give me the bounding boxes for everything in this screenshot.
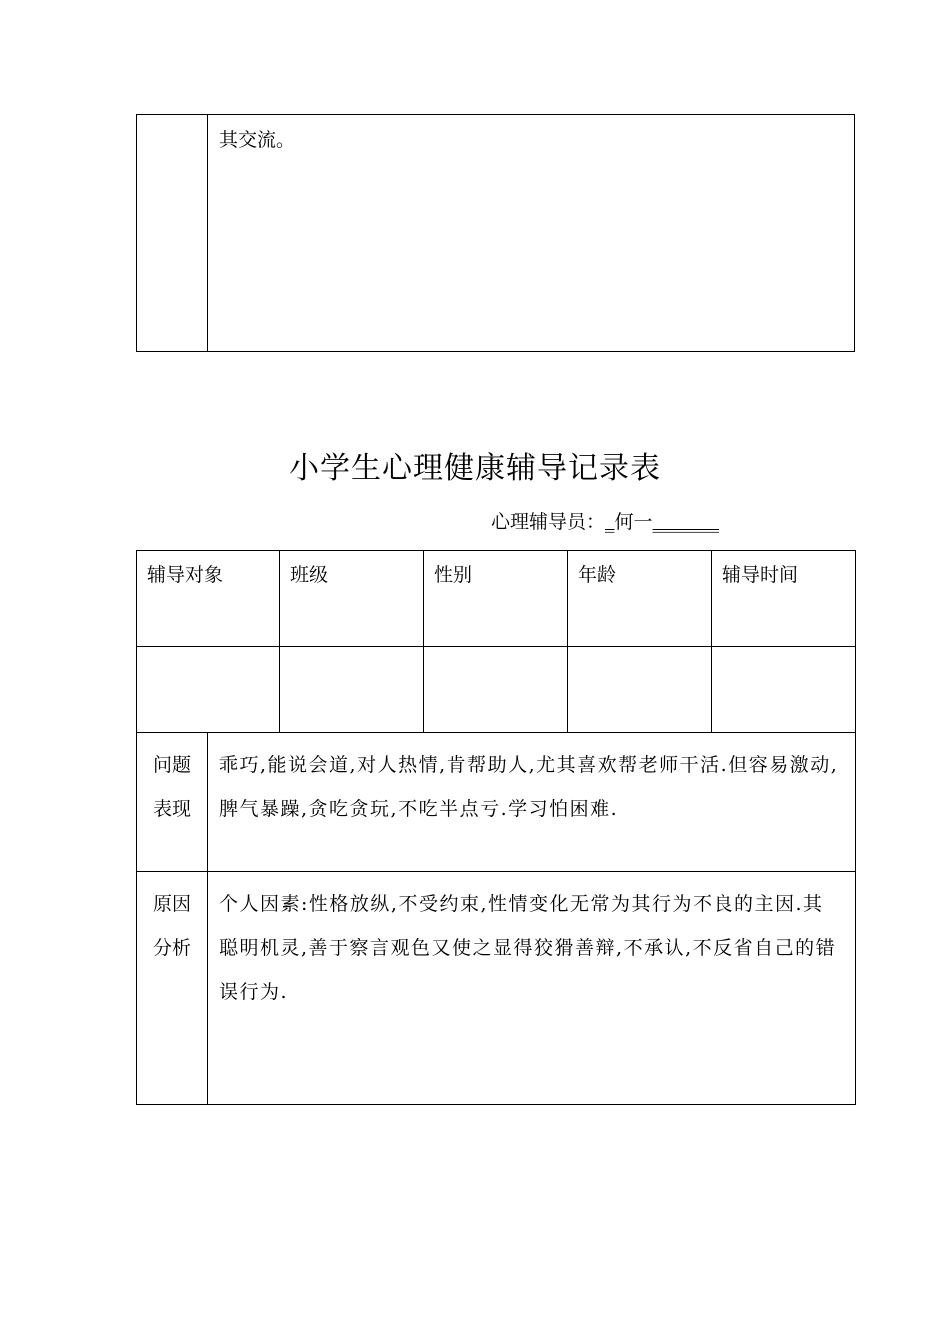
counselor-label: 心理辅导员： [491,511,606,533]
cause-label-cell [137,872,208,1105]
continuation-table [136,114,855,352]
problem-row [137,733,856,872]
cause-label-line2: 分析 [152,937,191,959]
value-row [137,647,856,733]
header-cell-gender: 性别 [424,551,568,647]
cause-label-line1: 原因 [152,893,191,915]
continuation-text: 其交流。 [219,129,296,151]
page-title: 小学生心理健康辅导记录表 [289,451,661,486]
value-cell-subject [137,647,280,733]
counselor-line [491,507,719,534]
counselor-blank-prefix: _ [605,511,615,533]
header-row [137,551,856,647]
header-cell-class: 班级 [280,551,424,647]
cause-text: 个人因素:性格放纵,不受约束,性情变化无常为其行为不良的主因.其聪明机灵,善于察言观色又使之显得狡猾善辩,不承认,不反省自己的错误行为. [208,872,856,1105]
problem-label-line2: 表现 [152,798,191,820]
cause-row [137,872,856,1105]
header-cell-age: 年龄 [568,551,712,647]
value-cell-class [280,647,424,733]
value-cell-time [712,647,856,733]
problem-text: 乖巧,能说会道,对人热情,肯帮助人,尤其喜欢帮老师干活.但容易激动,脾气暴躁,贪吃贪玩,不吃半点亏.学习怕困难. [208,733,856,872]
value-cell-gender [424,647,568,733]
counselor-blank-suffix: _______ [652,511,720,533]
record-table [136,550,856,1105]
continuation-label-cell [137,115,208,352]
header-cell-subject: 辅导对象 [137,551,280,647]
problem-label-cell [137,733,208,872]
header-cell-time: 辅导时间 [712,551,856,647]
problem-label-line1: 问题 [152,754,191,776]
value-cell-age [568,647,712,733]
counselor-name: 何一 [614,511,653,533]
continuation-text-cell [208,115,855,352]
